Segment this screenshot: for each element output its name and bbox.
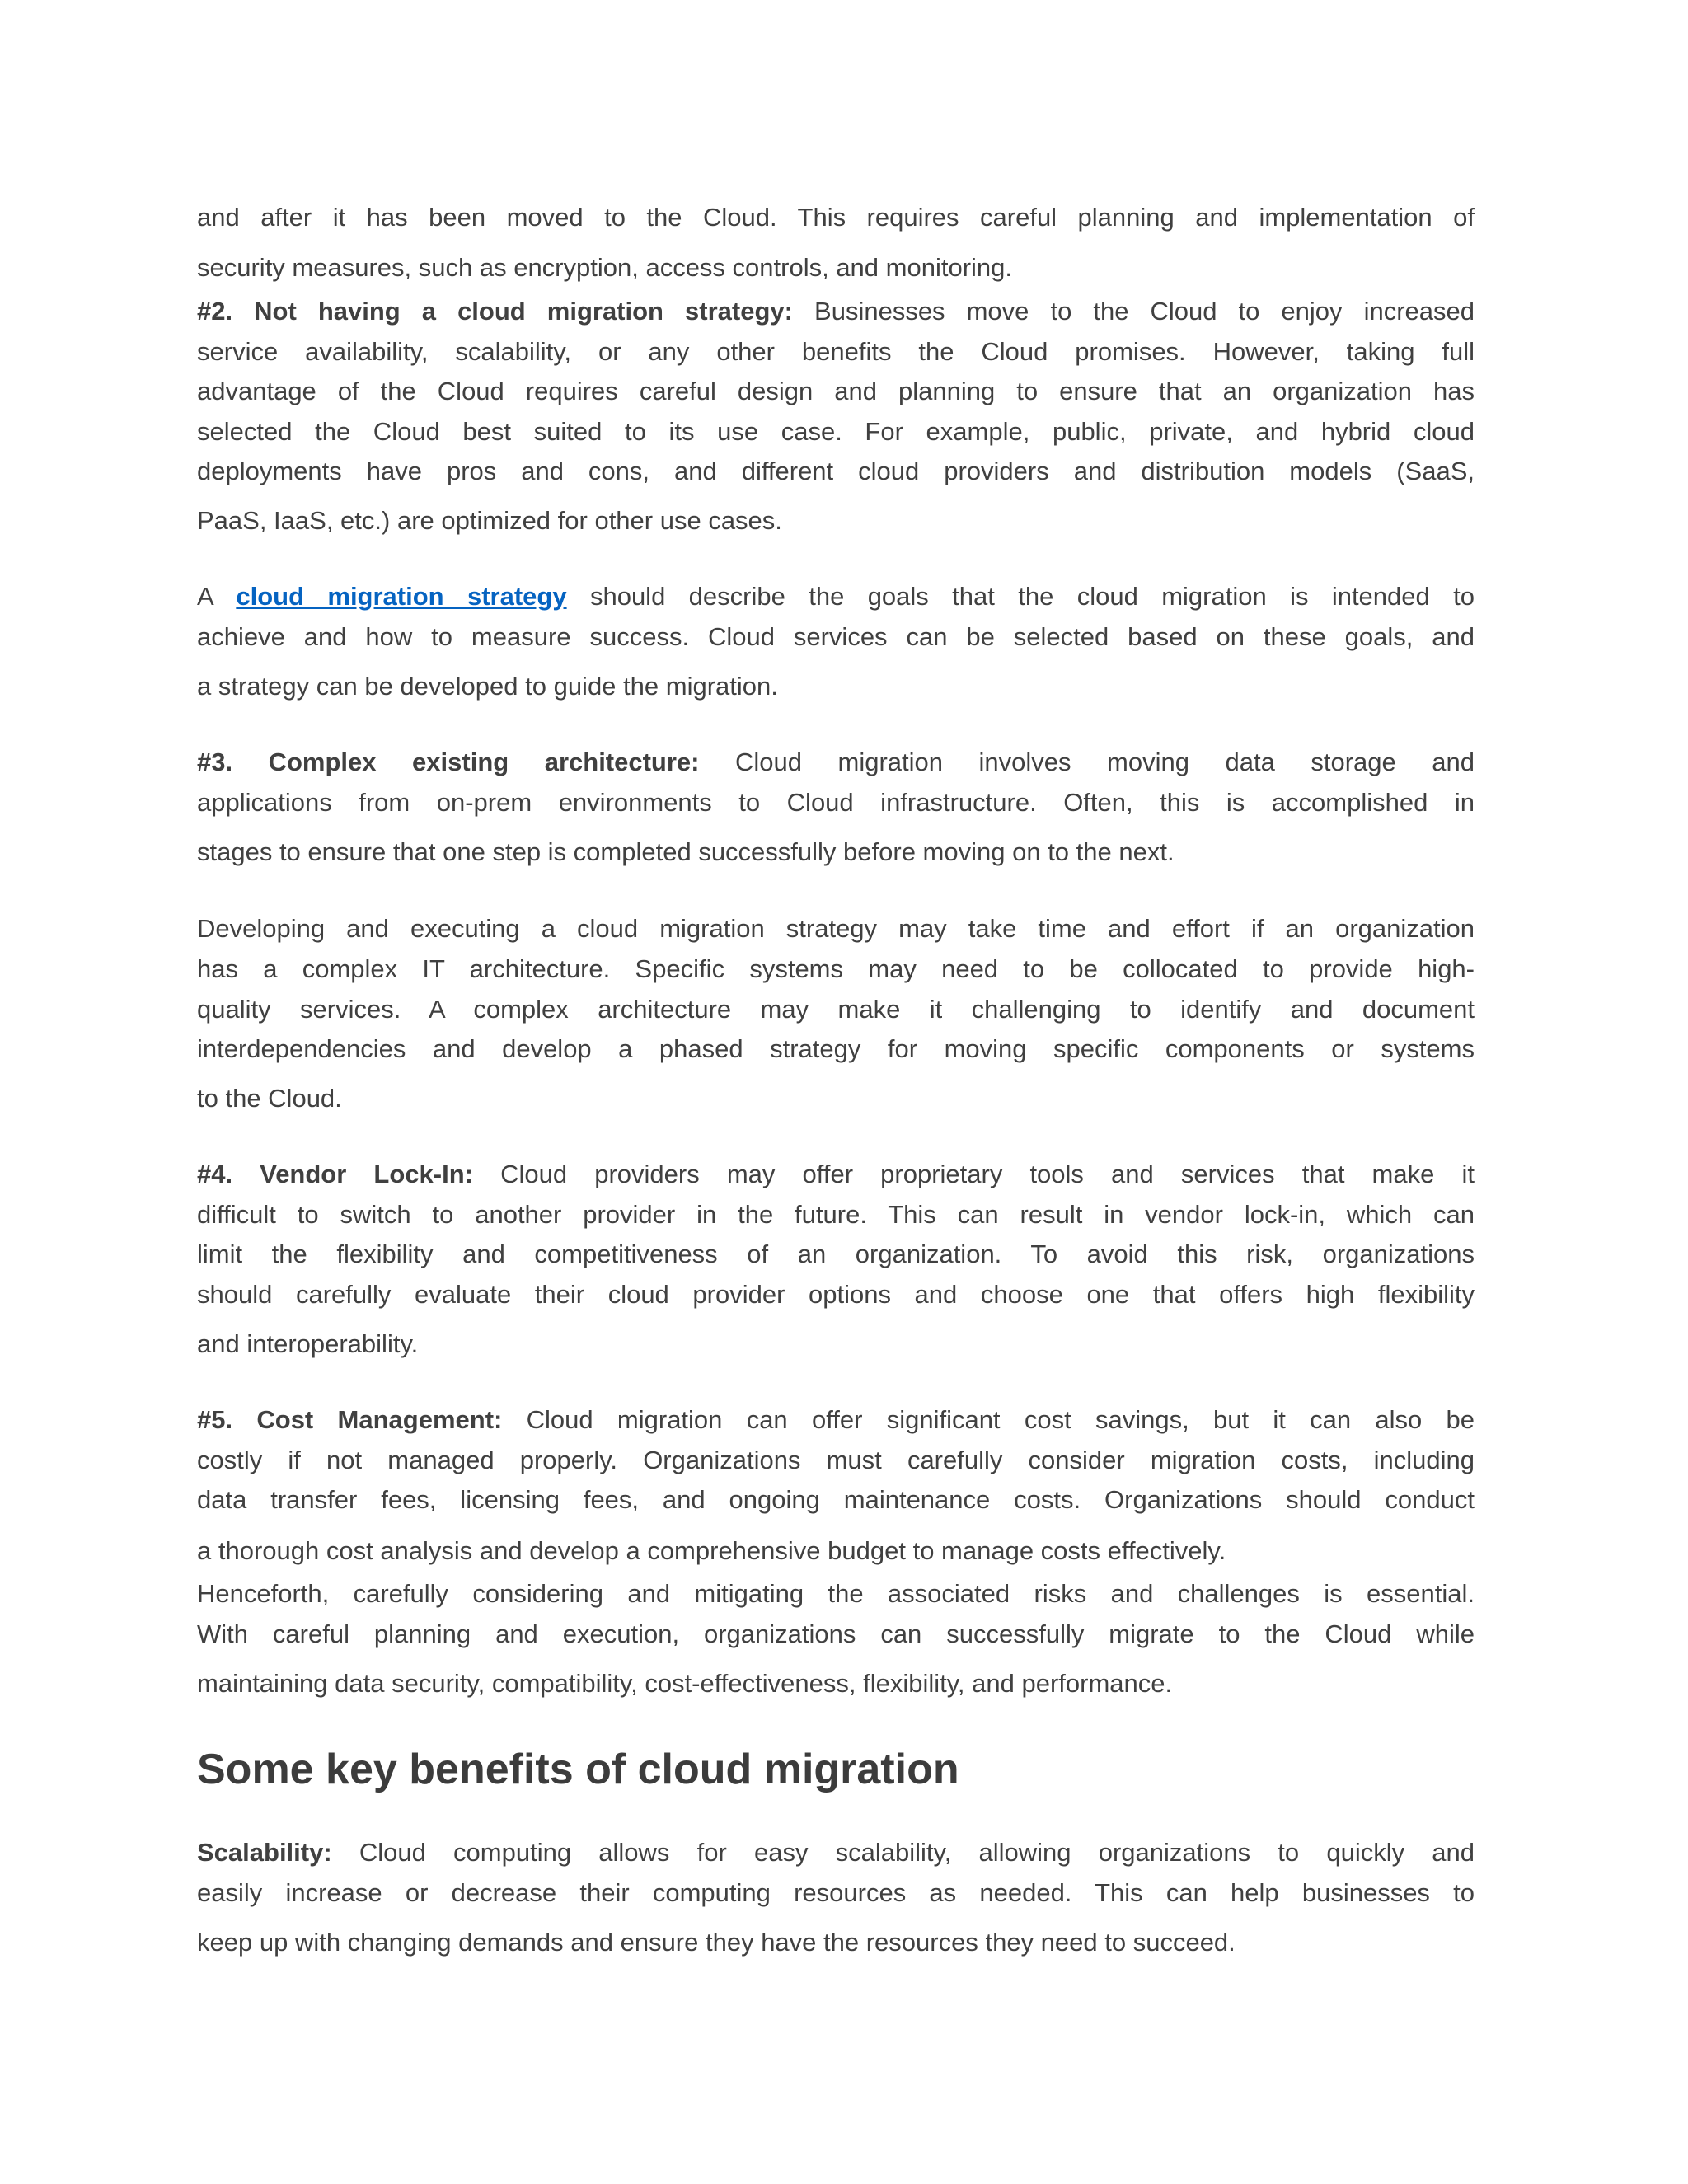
text-line: [197, 912, 1475, 945]
text-line: [197, 295, 1475, 328]
text-line: [197, 504, 1475, 537]
bold-lead-in: Scalability:: [197, 1838, 332, 1867]
text-run: a strategy can be developed to guide the migration.: [197, 672, 778, 701]
text-line: [197, 1926, 1475, 1959]
text-line: [197, 746, 1475, 779]
text-run: maintaining data security, compatibility, cost-effectiveness, flexibility, and performance.: [197, 1669, 1173, 1698]
bold-lead-in: #4. Vendor Lock-In:: [197, 1160, 473, 1188]
text-line: [197, 1158, 1475, 1191]
text-line: [197, 1618, 1475, 1651]
bold-lead-in: #5. Cost Management:: [197, 1405, 503, 1434]
text-run: to the Cloud.: [197, 1084, 342, 1113]
text-run: Developing and executing a cloud migration strategy may take time and effort if an organization: [197, 914, 1475, 943]
text-run: deployments have pros and cons, and different cloud providers and distribution models (SaaS,: [197, 457, 1475, 485]
text-run: interdependencies and develop a phased strategy for moving specific components or systems: [197, 1034, 1475, 1063]
text-line: [197, 455, 1475, 488]
text-run: selected the Cloud best suited to its use case. For example, public, private, and hybrid cloud: [197, 417, 1475, 446]
text-run: applications from on-prem environments to Cloud infrastructure. Often, this is accomplished in: [197, 788, 1475, 817]
text-run: should carefully evaluate their cloud provider options and choose one that offers high flexibility: [197, 1280, 1475, 1309]
text-run: data transfer fees, licensing fees, and ongoing maintenance costs. Organizations should conduct: [197, 1485, 1475, 1514]
text-line: [197, 1278, 1475, 1311]
text-run: a thorough cost analysis and develop a comprehensive budget to manage costs effectively.: [197, 1536, 1226, 1565]
text-line: [197, 1877, 1475, 1910]
text-line: [197, 1404, 1475, 1436]
text-line: [197, 786, 1475, 819]
bold-lead-in: #3. Complex existing architecture:: [197, 748, 700, 776]
text-line: [197, 1238, 1475, 1271]
text-run: stages to ensure that one step is completed successfully before moving on to the next.: [197, 837, 1175, 866]
text-line: [197, 621, 1475, 654]
text-run: achieve and how to measure success. Cloud services can be selected based on these goals, and: [197, 622, 1475, 651]
text-line: [197, 1444, 1475, 1477]
text-run: has a complex IT architecture. Specific systems may need to be collocated to provide high-: [197, 954, 1475, 983]
text-line: [197, 836, 1475, 869]
text-run: Cloud migration can offer significant cost savings, but it can also be: [502, 1405, 1475, 1434]
text-line: [197, 201, 1475, 234]
text-run: difficult to switch to another provider in the future. This can result in vendor lock-in, which can: [197, 1200, 1475, 1229]
text-run: Henceforth, carefully considering and mitigating the associated risks and challenges is essential.: [197, 1579, 1475, 1608]
section-heading: Some key benefits of cloud migration: [197, 1746, 959, 1793]
text-run: Businesses move to the Cloud to enjoy increased: [792, 297, 1475, 326]
text-run: and after it has been moved to the Cloud. This requires careful planning and implementation of: [197, 203, 1475, 232]
text-run: keep up with changing demands and ensure they have the resources they need to succeed.: [197, 1928, 1236, 1957]
text-run: A: [197, 582, 237, 611]
text-run: service availability, scalability, or any other benefits the Cloud promises. However, taking full: [197, 337, 1475, 366]
text-run: quality services. A complex architecture may make it challenging to identify and document: [197, 995, 1475, 1024]
text-run: limit the flexibility and competitiveness of an organization. To avoid this risk, organizations: [197, 1240, 1475, 1268]
text-run: PaaS, IaaS, etc.) are optimized for other use cases.: [197, 506, 782, 535]
text-run: security measures, such as encryption, access controls, and monitoring.: [197, 253, 1013, 282]
text-line: [197, 251, 1475, 284]
text-line: [197, 1577, 1475, 1610]
text-run: easily increase or decrease their computing resources as needed. This can help businesses to: [197, 1878, 1475, 1907]
text-line: [197, 1033, 1475, 1066]
text-run: and interoperability.: [197, 1329, 419, 1358]
text-run: With careful planning and execution, organizations can successfully migrate to the Cloud while: [197, 1619, 1475, 1648]
text-line: [197, 1836, 1475, 1869]
cloud-migration-strategy-link[interactable]: cloud migration strategy: [236, 582, 567, 611]
text-line: [197, 335, 1475, 368]
text-run: Cloud providers may offer proprietary tools and services that make it: [472, 1160, 1475, 1188]
text-run: costly if not managed properly. Organizations must carefully consider migration costs, including: [197, 1446, 1475, 1474]
text-line: [197, 415, 1475, 448]
text-line: [197, 1082, 1475, 1115]
text-run: should describe the goals that the cloud migration is intended to: [566, 582, 1475, 611]
text-line: [197, 953, 1475, 986]
text-line: [197, 1198, 1475, 1231]
text-line: [197, 1667, 1475, 1700]
text-line: [197, 1483, 1475, 1516]
bold-lead-in: #2. Not having a cloud migration strategy:: [197, 297, 793, 326]
text-line: [197, 1535, 1475, 1568]
text-run: Cloud computing allows for easy scalability, allowing organizations to quickly and: [331, 1838, 1475, 1867]
text-line: [197, 993, 1475, 1026]
text-line: [197, 580, 1475, 613]
text-run: advantage of the Cloud requires careful design and planning to ensure that an organization has: [197, 377, 1475, 405]
text-line: [197, 1328, 1475, 1361]
text-line: [197, 670, 1475, 703]
text-line: [197, 375, 1475, 408]
text-run: Cloud migration involves moving data storage and: [699, 748, 1475, 776]
